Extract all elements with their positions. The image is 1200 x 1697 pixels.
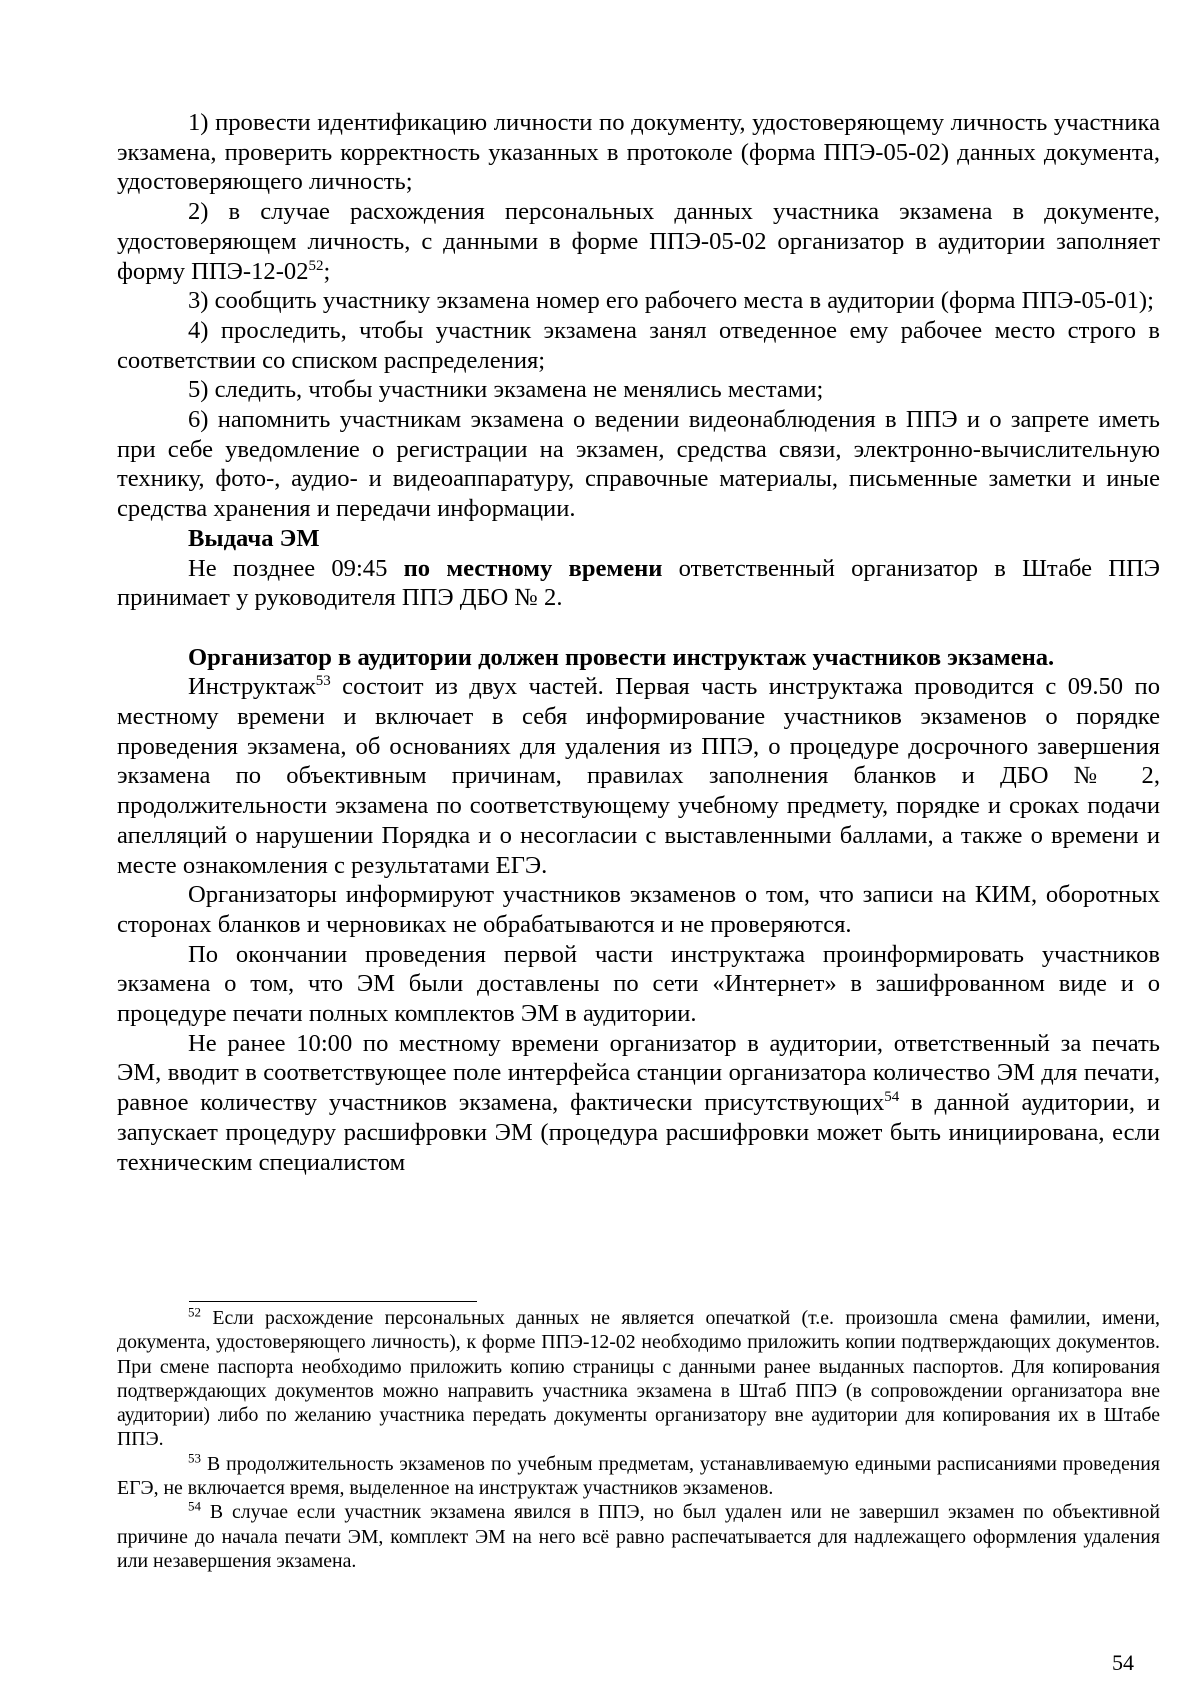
- issue-paragraph: Не позднее 09:45 по местному времени ответственный организатор в Штабе ППЭ принимает у руководителя ППЭ ДБО № 2.: [117, 554, 1160, 612]
- briefing-paragraph-1: Инструктаж$^{53}$ состоит из двух частей. Первая часть инструктажа проводится с 09.50 по местному времени и включает в себя информирование участников экзаменов о порядке проведения экзамена, об основаниях для удаления из ППЭ, о процедуре досрочного завершения экзамена по объективным причинам, правилах заполнения бланков и ДБО № 2, продолжительности экзамена по соответствующему учебному предмету, порядке и сроках подачи апелляций о нарушении Порядка и о несогласии с выставленными баллами, а также о времени и месте ознакомления с результатами ЕГЭ.: [117, 673, 1160, 879]
- briefing-paragraph-2: Организаторы информируют участников экзаменов о том, что записи на КИМ, оборотных сторонах бланков и черновиках не обрабатываются и не проверяются.: [117, 881, 1160, 938]
- footnote-52: $^{52}$ Если расхождение персональных данных не является опечаткой (т.е. произошла смена фамилии, имени, документа, удостоверяющего личность), к форме ППЭ-12-02 необходимо приложить копии подтверждающих документов. При смене паспорта необходимо приложить копию страницы с данными ранее выданных паспортов. Для копирования подтверждающих документов можно направить участника экзамена в Штаб ППЭ (в сопровождении организатора вне аудитории) либо по желанию участника передать документы организатору вне аудитории для копирования их в Штабе ППЭ.: [117, 1304, 1160, 1451]
- blank-line: [117, 613, 1160, 643]
- footnotes: [117, 1306, 1160, 1573]
- briefing-paragraph-4: Не ранее 10:00 по местному времени организатор в аудитории, ответственный за печать ЭМ, вводит в соответствующее поле интерфейса станции организатора количество ЭМ для печати, равное количеству участников экзамена, фактически присутствующих$^{54}$ в данной аудитории, и запускает процедуру расшифровки ЭМ (процедура расшифровки может быть инициирована, если техническим специалистом: [117, 1029, 1160, 1176]
- footnote-ref-54[interactable]: 54: [884, 1089, 900, 1105]
- main-text: [117, 108, 1160, 1177]
- list-item-4: 4) проследить, чтобы участник экзамена занял отведенное ему рабочее место строго в соответствии со списком распределения;: [117, 316, 1160, 374]
- footnote-separator: [189, 1301, 477, 1302]
- list-item-6: 6) напомнить участникам экзамена о ведении видеонаблюдения в ППЭ и о запрете иметь при себе уведомление о регистрации на экзамен, средства связи, электронно-вычислительную технику, фото-, аудио- и видеоаппаратуру, справочные материалы, письменные заметки и иные средства хранения и передачи информации.: [117, 406, 1160, 523]
- section-heading-briefing: Организатор в аудитории должен провести инструктаж участников экзамена.: [188, 643, 1055, 671]
- briefing-paragraph-3: По окончании проведения первой части инструктажа проинформировать участников экзамена о том, что ЭМ были доставлены по сети «Интернет» в зашифрованном виде и о процедуре печати полных комплектов ЭМ в аудитории.: [117, 940, 1160, 1028]
- page-number: 54: [1112, 1650, 1134, 1675]
- list-item-3: 3) сообщить участнику экзамена номер его рабочего места в аудитории (форма ППЭ-05-01);: [188, 287, 1154, 315]
- list-item-5: 5) следить, чтобы участники экзамена не менялись местами;: [188, 376, 824, 404]
- footnote-ref-52[interactable]: 52: [308, 257, 324, 274]
- footnote-53: $^{53}$ В продолжительность экзаменов по учебным предметам, устанавливаемую едиными расписаниями проведения ЕГЭ, не включается время, выделенное на инструктаж участников экзаменов.: [117, 1450, 1160, 1500]
- list-item-2: 2) в случае расхождения персональных данных участника экзамена в документе, удостоверяющем личность, с данными в форме ППЭ-05-02 организатор в аудитории заполняет форму ППЭ-$12-02^{52}$;: [117, 198, 1160, 285]
- list-item-1: 1) провести идентификацию личности по документу, удостоверяющему личность участника экзамена, проверить корректность указанных в протоколе (форма ППЭ-05-02) данных документа, удостоверяющего личность;: [117, 109, 1160, 196]
- footnote-54: $^{54}$ В случае если участник экзамена явился в ППЭ, но был удален или не завершил экзамен по объективной причине до начала печати ЭМ, комплект ЭМ на него всё равно распечатывается для надлежащего оформления удаления или незавершения экзамена.: [117, 1498, 1160, 1572]
- section-heading-issue: Выдача ЭМ: [188, 524, 320, 552]
- footnote-ref-53[interactable]: 53: [315, 673, 331, 690]
